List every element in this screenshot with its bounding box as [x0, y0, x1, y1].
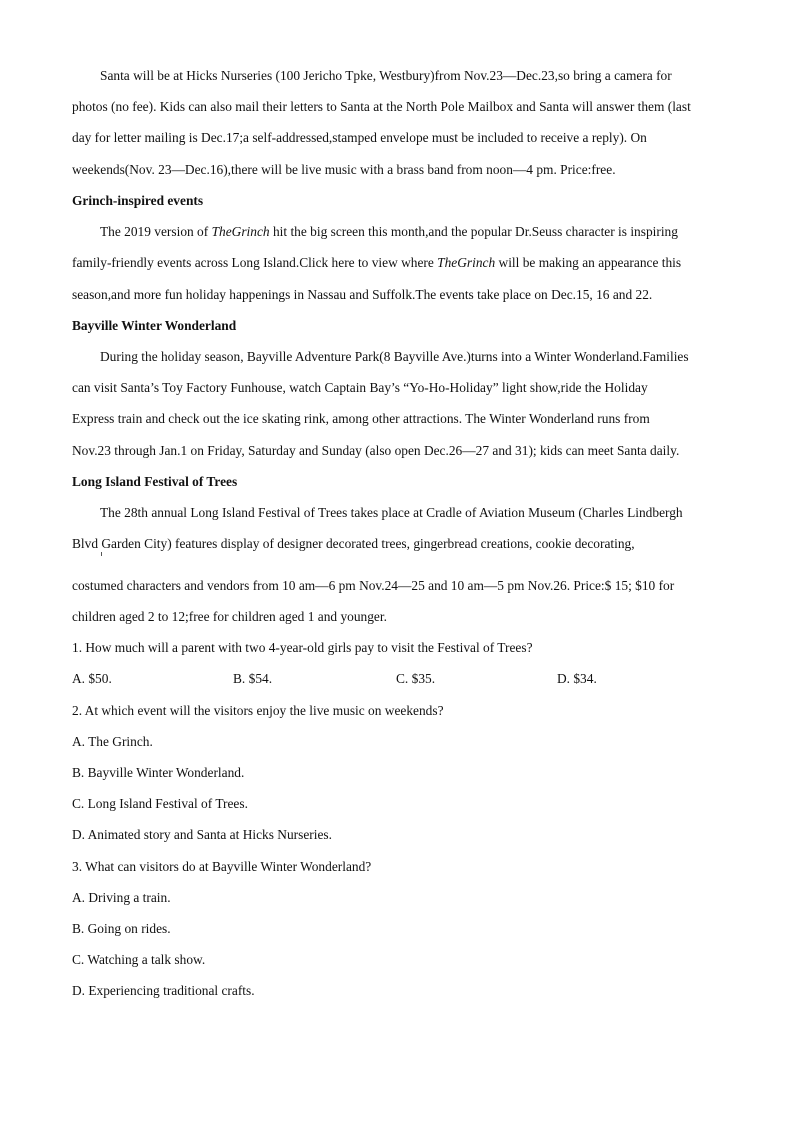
question-3-option-a[interactable]: A. Driving a train. — [72, 890, 171, 905]
grinch-paragraph-line-1 — [100, 223, 678, 241]
festival-paragraph-line-1: The 28th annual Long Island Festival of Trees takes place at Cradle of Aviation Museum (Charles Lindbergh — [100, 505, 683, 520]
santa-paragraph-line-3: day for letter mailing is Dec.17;a self-addressed,stamped envelope must be included to receive a reply). On — [72, 130, 647, 145]
festival-paragraph-line-4: children aged 2 to 12;free for children aged 1 and younger. — [72, 609, 387, 624]
question-2-option-a[interactable]: A. The Grinch. — [72, 734, 153, 749]
grinch-line-2-text-b: will be making an appearance this — [495, 255, 682, 270]
grinch-heading: Grinch-inspired events — [72, 193, 204, 208]
festival-paragraph-line-2: Blvd Garden City) features display of designer decorated trees, gingerbread creations, cookie decorating, — [72, 536, 635, 551]
bayville-heading: Bayville Winter Wonderland — [72, 318, 237, 333]
question-2-option-d[interactable]: D. Animated story and Santa at Hicks Nurseries. — [72, 827, 332, 842]
question-2-option-b[interactable]: B. Bayville Winter Wonderland. — [72, 765, 245, 780]
santa-paragraph-line-4: weekends(Nov. 23—Dec.16),there will be live music with a brass band from noon—4 pm. Price:free. — [72, 162, 616, 177]
santa-paragraph-line-2: photos (no fee). Kids can also mail their letters to Santa at the North Pole Mailbox and Santa will answer them (last — [72, 99, 691, 114]
question-1-option-a[interactable]: A. $50. — [72, 671, 112, 686]
grinch-title-italic: TheGrinch — [211, 224, 270, 239]
grinch-line-1-text-b: hit the big screen this month,and the popular Dr.Seuss character is inspiring — [269, 224, 678, 239]
grinch-line-2-text-a: family-friendly events across Long Island.Click here to view where — [72, 255, 438, 270]
bayville-paragraph-line-2: can visit Santa’s Toy Factory Funhouse, watch Captain Bay’s “Yo-Ho-Holiday” light show,ride the Holiday — [72, 380, 648, 395]
grinch-paragraph-line-3: season,and more fun holiday happenings in Nassau and Suffolk.The events take place on Dec.15, 16 and 22. — [72, 287, 653, 302]
question-2-option-c[interactable]: C. Long Island Festival of Trees. — [72, 796, 248, 811]
question-1-option-c[interactable]: C. $35. — [396, 671, 436, 686]
question-1-option-b[interactable]: B. $54. — [233, 671, 273, 686]
santa-paragraph-line-1: Santa will be at Hicks Nurseries (100 Jericho Tpke, Westbury)from Nov.23—Dec.23,so bring a camera for — [100, 68, 672, 83]
question-3-option-b[interactable]: B. Going on rides. — [72, 921, 171, 936]
question-3-stem: 3. What can visitors do at Bayville Winter Wonderland? — [72, 859, 372, 874]
question-1-stem: 1. How much will a parent with two 4-year-old girls pay to visit the Festival of Trees? — [72, 640, 533, 655]
bayville-paragraph-line-4: Nov.23 through Jan.1 on Friday, Saturday and Sunday (also open Dec.26—27 and 31); kids can meet Santa daily. — [72, 443, 680, 458]
question-3-option-c[interactable]: C. Watching a talk show. — [72, 952, 206, 967]
grinch-line-1-text-a: The 2019 version of — [100, 224, 212, 239]
festival-heading: Long Island Festival of Trees — [72, 474, 238, 489]
question-1-option-d[interactable]: D. $34. — [557, 671, 597, 686]
question-2-stem: 2. At which event will the visitors enjoy the live music on weekends? — [72, 703, 444, 718]
question-3-option-d[interactable]: D. Experiencing traditional crafts. — [72, 983, 255, 998]
festival-paragraph-line-3: costumed characters and vendors from 10 am—6 pm Nov.24—25 and 10 am—5 pm Nov.26. Price:$ 15; $10 for — [72, 578, 675, 593]
grinch-title-italic-2: TheGrinch — [437, 255, 496, 270]
grinch-paragraph-line-2 — [72, 254, 681, 272]
bayville-paragraph-line-3: Express train and check out the ice skating rink, among other attractions. The Winter Wonderland runs from — [72, 411, 650, 426]
stray-mark — [101, 552, 102, 556]
bayville-paragraph-line-1: During the holiday season, Bayville Adventure Park(8 Bayville Ave.)turns into a Winter Wonderland.Families — [100, 349, 689, 364]
